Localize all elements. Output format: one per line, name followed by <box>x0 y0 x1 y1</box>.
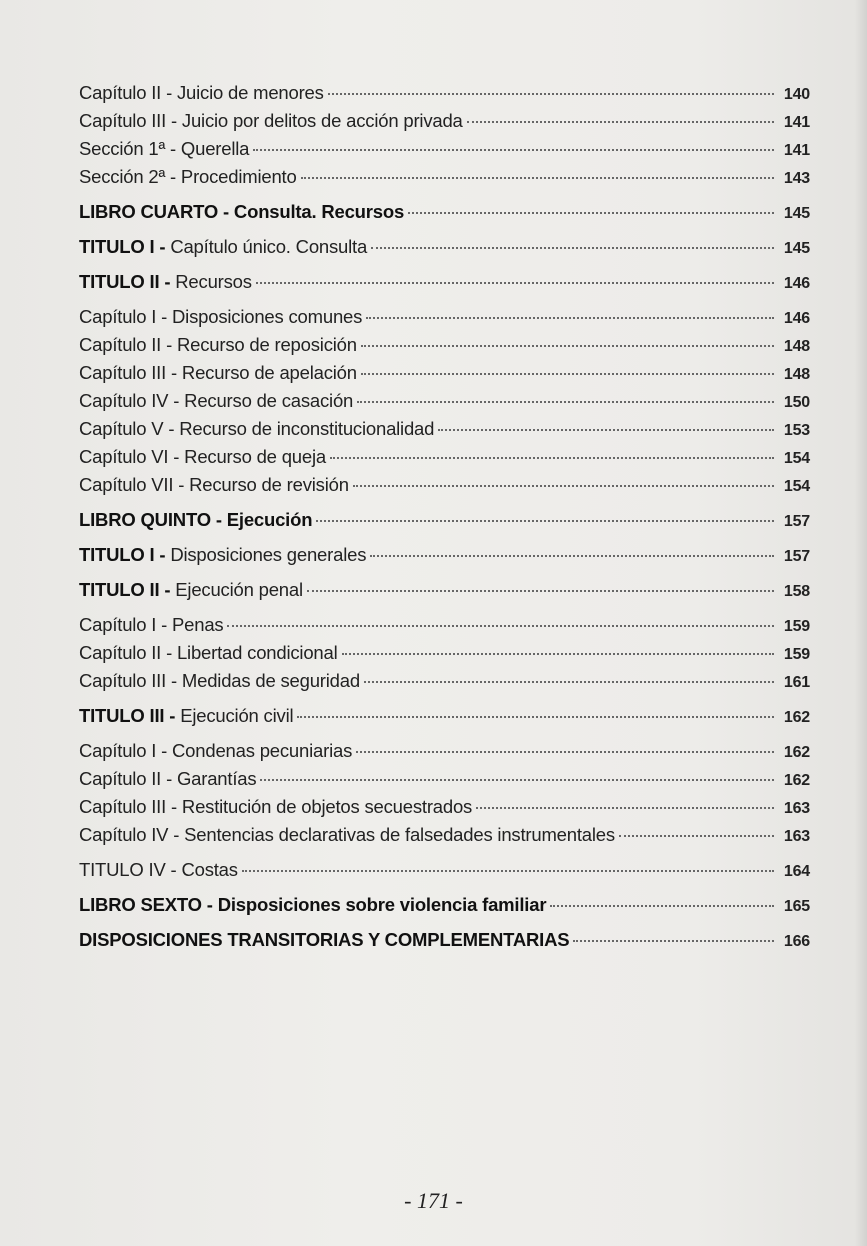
toc-entry-label <box>79 201 404 223</box>
toc-entry-page-number: 162 <box>783 709 810 726</box>
dot-leader <box>361 345 774 347</box>
dot-leader <box>467 121 774 123</box>
dot-leader <box>408 212 774 214</box>
toc-entry-heading: LIBRO CUARTO - Consulta. Recursos <box>79 201 405 222</box>
toc-entry <box>79 418 810 446</box>
dot-leader <box>256 282 774 284</box>
toc-entry-page-number: 154 <box>783 478 810 495</box>
page-edge-shadow <box>855 0 867 1246</box>
dot-leader <box>353 485 774 487</box>
toc-entry-label <box>79 705 293 727</box>
toc-entry <box>79 824 810 852</box>
dot-leader <box>227 625 774 627</box>
toc-entry-title: Capítulo VII - Recurso de revisión <box>79 474 349 495</box>
toc-entry-page-number: 164 <box>783 863 810 880</box>
toc-entry-page-number: 154 <box>783 450 810 467</box>
toc-entry-heading: DISPOSICIONES TRANSITORIAS Y COMPLEMENTARIAS <box>79 929 570 950</box>
page-number: - 171 - <box>404 1188 463 1213</box>
dot-leader <box>242 870 774 872</box>
dot-leader <box>316 520 774 522</box>
toc-entry <box>79 579 810 607</box>
toc-entry <box>79 362 810 390</box>
dot-leader <box>550 905 774 907</box>
toc-entry-heading: LIBRO SEXTO - Disposiciones sobre violencia familiar <box>79 894 547 915</box>
table-of-contents <box>79 82 810 957</box>
dot-leader <box>370 555 774 557</box>
toc-entry <box>79 740 810 768</box>
toc-entry-label <box>79 474 349 496</box>
toc-entry-label <box>79 859 238 881</box>
toc-entry-title: Capítulo II - Libertad condicional <box>79 642 338 663</box>
toc-entry-label <box>79 509 312 531</box>
toc-entry-page-number: 162 <box>783 772 810 789</box>
toc-entry-heading: LIBRO QUINTO - Ejecución <box>79 509 313 530</box>
toc-entry-title: Disposiciones generales <box>170 544 367 565</box>
toc-entry-page-number: 141 <box>783 142 810 159</box>
toc-entry-title: Sección 1ª - Querella <box>79 138 250 159</box>
toc-entry-title: Capítulo VI - Recurso de queja <box>79 446 326 467</box>
toc-entry <box>79 796 810 824</box>
toc-entry-label <box>79 446 326 468</box>
toc-entry-page-number: 163 <box>783 828 810 845</box>
dot-leader <box>307 590 774 592</box>
dot-leader <box>342 653 774 655</box>
toc-entry-label <box>79 82 324 104</box>
toc-entry-title: Capítulo II - Recurso de reposición <box>79 334 357 355</box>
toc-entry <box>79 166 810 194</box>
toc-entry-label <box>79 929 569 951</box>
dot-leader <box>476 807 774 809</box>
toc-entry-label <box>79 579 303 601</box>
toc-entry-title: Capítulo I - Penas <box>79 614 224 635</box>
toc-entry-title: Capítulo IV - Sentencias declarativas de falsedades instrumentales <box>79 824 615 845</box>
toc-entry-label <box>79 614 223 636</box>
toc-entry <box>79 670 810 698</box>
toc-entry-label <box>79 390 353 412</box>
toc-entry-page-number: 159 <box>783 646 810 663</box>
toc-entry-page-number: 157 <box>783 513 810 530</box>
toc-entry-label <box>79 306 362 328</box>
toc-entry-page-number: 140 <box>783 86 810 103</box>
toc-entry-label <box>79 138 249 160</box>
dot-leader <box>301 177 774 179</box>
toc-entry-label <box>79 740 352 762</box>
toc-entry-heading: TITULO III - <box>79 705 181 726</box>
toc-entry-title: Capítulo I - Disposiciones comunes <box>79 306 363 327</box>
dot-leader <box>330 457 774 459</box>
toc-entry <box>79 201 810 229</box>
toc-entry-page-number: 146 <box>783 310 810 327</box>
toc-entry <box>79 509 810 537</box>
toc-entry-page-number: 150 <box>783 394 810 411</box>
toc-entry-title: Capítulo III - Restitución de objetos secuestrados <box>79 796 473 817</box>
toc-entry-heading: TITULO II - <box>79 579 176 600</box>
toc-entry-label <box>79 670 360 692</box>
toc-entry-label <box>79 110 463 132</box>
toc-entry <box>79 390 810 418</box>
toc-entry <box>79 859 810 887</box>
toc-entry <box>79 642 810 670</box>
toc-entry-page-number: 146 <box>783 275 810 292</box>
toc-entry-label <box>79 334 357 356</box>
toc-entry-label <box>79 894 546 916</box>
toc-entry-page-number: 163 <box>783 800 810 817</box>
toc-entry-heading: TITULO II - <box>79 271 176 292</box>
toc-entry <box>79 306 810 334</box>
toc-entry-title: Recursos <box>175 271 252 292</box>
toc-entry-page-number: 153 <box>783 422 810 439</box>
toc-entry-title: Capítulo V - Recurso de inconstitucionalidad <box>79 418 435 439</box>
dot-leader <box>328 93 774 95</box>
toc-entry-label <box>79 824 615 846</box>
dot-leader <box>357 401 774 403</box>
toc-entry-label <box>79 166 297 188</box>
toc-entry-page-number: 145 <box>783 240 810 257</box>
dot-leader <box>361 373 774 375</box>
dot-leader <box>438 429 774 431</box>
toc-entry-label <box>79 642 338 664</box>
toc-entry-page-number: 143 <box>783 170 810 187</box>
dot-leader <box>366 317 774 319</box>
toc-entry <box>79 614 810 642</box>
toc-entry-page-number: 157 <box>783 548 810 565</box>
toc-entry-heading: TITULO I - <box>79 236 171 257</box>
toc-entry-page-number: 162 <box>783 744 810 761</box>
dot-leader <box>297 716 774 718</box>
dot-leader <box>364 681 774 683</box>
dot-leader <box>253 149 774 151</box>
toc-entry-title: Ejecución civil <box>180 705 294 726</box>
toc-entry-page-number: 145 <box>783 205 810 222</box>
toc-entry <box>79 138 810 166</box>
toc-entry-label <box>79 271 252 293</box>
toc-entry-label <box>79 362 357 384</box>
dot-leader <box>371 247 774 249</box>
toc-entry-page-number: 161 <box>783 674 810 691</box>
toc-entry-title: Capítulo IV - Recurso de casación <box>79 390 354 411</box>
toc-entry-title: Capítulo único. Consulta <box>170 236 368 257</box>
toc-entry-title: Capítulo II - Garantías <box>79 768 257 789</box>
toc-entry <box>79 474 810 502</box>
toc-entry-label <box>79 418 434 440</box>
toc-entry-title: Sección 2ª - Procedimiento <box>79 166 297 187</box>
toc-entry-page-number: 159 <box>783 618 810 635</box>
toc-entry <box>79 446 810 474</box>
toc-entry <box>79 894 810 922</box>
toc-entry-heading: TITULO I - <box>79 544 171 565</box>
toc-entry <box>79 334 810 362</box>
toc-entry <box>79 236 810 264</box>
toc-entry <box>79 82 810 110</box>
toc-entry-title: TITULO IV - Costas <box>79 859 238 880</box>
toc-entry <box>79 929 810 957</box>
toc-entry <box>79 544 810 572</box>
toc-entry-label <box>79 768 256 790</box>
dot-leader <box>260 779 774 781</box>
toc-entry-page-number: 165 <box>783 898 810 915</box>
dot-leader <box>356 751 774 753</box>
toc-entry <box>79 110 810 138</box>
dot-leader <box>573 940 774 942</box>
toc-entry-page-number: 148 <box>783 338 810 355</box>
toc-entry-label <box>79 544 366 566</box>
toc-entry-title: Capítulo I - Condenas pecuniarias <box>79 740 353 761</box>
toc-entry <box>79 768 810 796</box>
toc-entry-page-number: 166 <box>783 933 810 950</box>
toc-entry-page-number: 158 <box>783 583 810 600</box>
dot-leader <box>619 835 774 837</box>
toc-entry-label <box>79 796 472 818</box>
toc-entry-title: Capítulo II - Juicio de menores <box>79 82 324 103</box>
toc-entry-title: Ejecución penal <box>175 579 303 600</box>
toc-entry-title: Capítulo III - Medidas de seguridad <box>79 670 360 691</box>
toc-entry-title: Capítulo III - Recurso de apelación <box>79 362 357 383</box>
toc-entry-page-number: 148 <box>783 366 810 383</box>
toc-entry-page-number: 141 <box>783 114 810 131</box>
toc-entry-label <box>79 236 367 258</box>
toc-entry <box>79 271 810 299</box>
toc-entry <box>79 705 810 733</box>
toc-entry-title: Capítulo III - Juicio por delitos de acción privada <box>79 110 463 131</box>
